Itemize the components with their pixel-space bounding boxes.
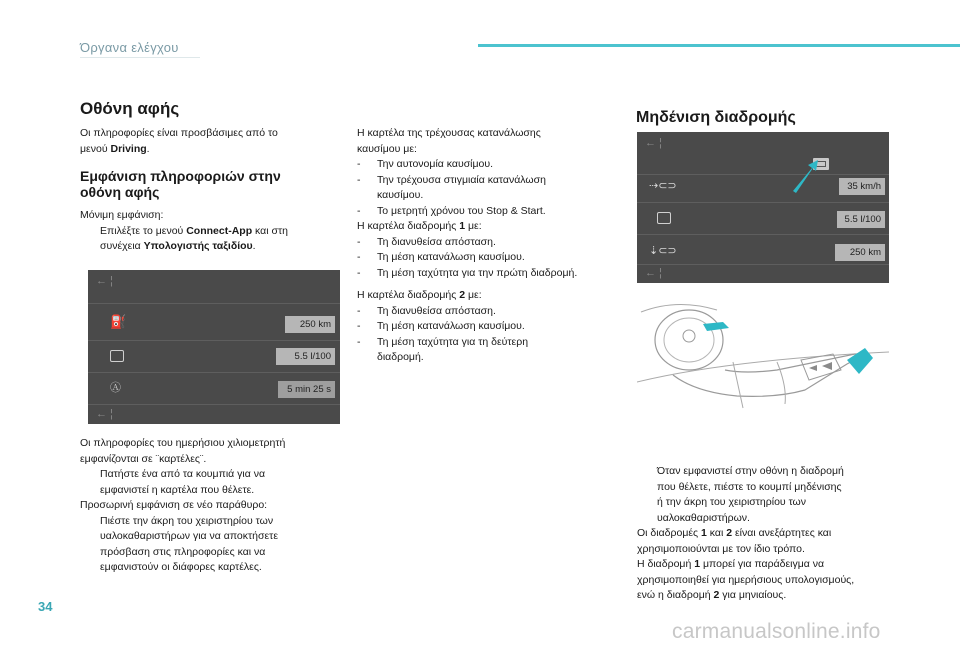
stop-start-time-value: 5 min 25 s: [278, 381, 335, 398]
reset-trip-display: [637, 132, 889, 283]
intro-text: Οι πληροφορίες είναι προσβάσιμες από το μενού Driving.: [80, 127, 278, 155]
consumption-icon: [110, 350, 124, 362]
back-arrow-icon: ← ¦: [96, 275, 113, 287]
reset-section-title: Μηδένιση διαδρομής: [636, 109, 796, 126]
touchscreen-trip-display: [88, 270, 340, 424]
watermark: carmanualsonline.info: [672, 620, 881, 643]
fuel-pump-icon: ⛽: [110, 314, 127, 329]
distance-car-icon: ⇣⊂⊃: [649, 245, 677, 257]
header-accent-bar: [478, 44, 960, 47]
range-value: 250 km: [285, 316, 335, 333]
chapter-title: Όργανα ελέγχου: [80, 40, 179, 55]
back-arrow-icon: ← ¦: [96, 408, 113, 420]
page-number: 34: [38, 599, 53, 614]
tabs-explanation: Οι πληροφορίες του ημερήσιου χιλιομετρητή εμφανίζονται σε ¨καρτέλες¨. Πατήστε ένα από τα κουμπιά για να εμφανιστεί η καρτέλα που θέλετε. Προσωρινή εμφάνιση σε νέο παράθυρο: Πιέστε την άκρη του χειριστηρίου των υαλοκαθαριστήρων για να αποκτήσετε πρόσβαση στις πληροφορίες και να εμφανιστούν οι διάφορες καρτέλες.: [80, 437, 286, 573]
subsection-title: Εμφάνιση πληροφοριών στην οθόνη αφής: [80, 168, 281, 200]
back-arrow-icon: ← ¦: [645, 137, 662, 149]
stop-start-icon: Ⓐ: [110, 382, 121, 394]
reset-instructions: Όταν εμφανιστεί στην οθόνη η διαδρομή που θέλετε, πιέστε το κουμπί μηδένισης ή την άκρη του χειριστηρίου των υαλοκαθαριστήρων. Οι διαδρομές 1 και 2 είναι ανεξάρτητες και χρησιμοποιούνται με τον ίδιο τρόπο. Η διαδρομή 1 μπορεί για παράδειγμα να χρησιμοποιηθεί για ημερήσιους υπολογισμούς, ενώ η διαδρομή 2 για μηνιαίους.: [637, 465, 855, 601]
consumption-value: 5.5 l/100: [276, 348, 335, 365]
distance-value: 250 km: [835, 244, 885, 261]
back-arrow-icon: ← ¦: [645, 267, 662, 279]
tabs-description: Η καρτέλα της τρέχουσας κατανάλωσης καυσίμου με: - Την αυτονομία καυσίμου. - Την τρέχουσα στιγμιαία κατανάλωση καυσίμου. - Το μετρητή χρόνου του Stop & Start. Η καρτέλα διαδρομής 1 με: - Τη διανυθείσα απόσταση. - Τη μέση κατανάλωση καυσίμου. - Τη μέση ταχύτητα για την πρώτη διαδρομή. Η καρτέλα διαδρομής 2 με: - Τη διανυθείσα απόσταση. - Τη μέση κατανάλωση καυσίμου. - Τη μέση ταχύτητα για τη δεύτερη διαδρομή.: [357, 127, 578, 363]
section-title: Οθόνη αφής: [80, 99, 180, 118]
speed-value: 35 km/h: [839, 178, 885, 195]
wiper-stalk-illustration: [637, 300, 889, 410]
consumption-value: 5.5 l/100: [837, 211, 885, 228]
pointer-arrow-icon: [790, 158, 820, 194]
consumption-icon: [657, 212, 671, 224]
permanent-display-text: Μόνιμη εμφάνιση: Επιλέξτε το μενού Connect-App και στη συνέχεια Υπολογιστής ταξιδίου.: [80, 209, 288, 252]
header-rule: [80, 57, 200, 58]
speed-car-icon: ⇢⊂⊃: [649, 180, 677, 192]
